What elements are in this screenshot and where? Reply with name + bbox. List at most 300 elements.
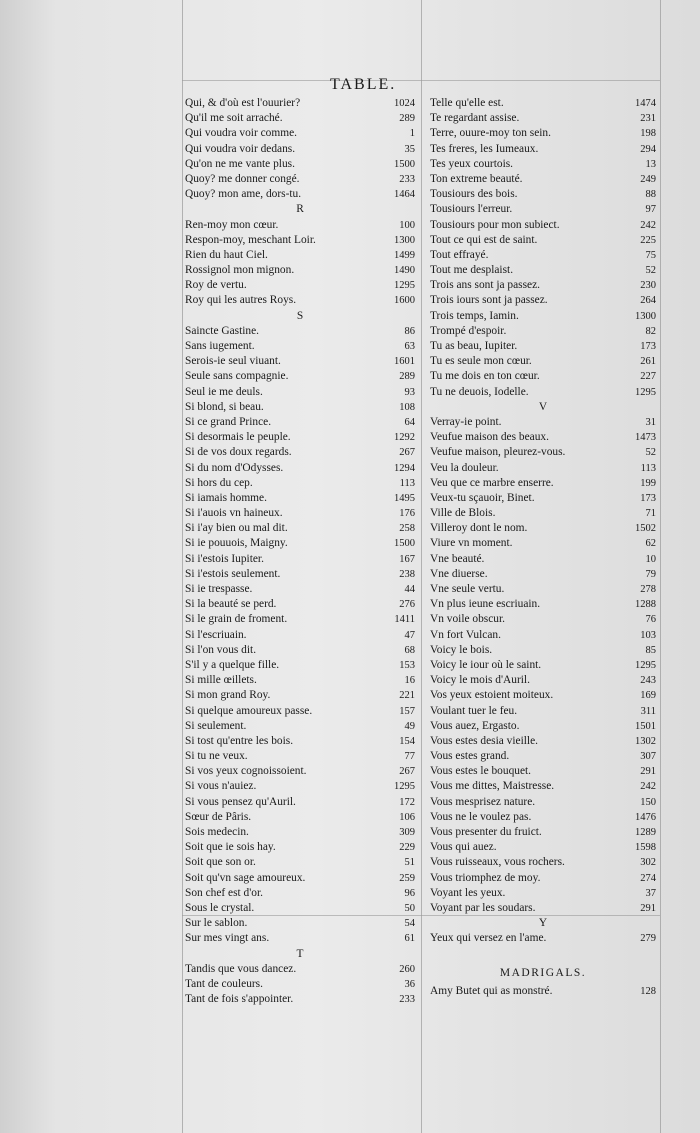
index-entry [430, 369, 656, 384]
entry-incipit: Villeroy dont le nom. [430, 522, 528, 535]
entry-incipit: Tousiours des bois. [430, 188, 518, 201]
index-entry [185, 278, 415, 293]
section-letter: R [296, 203, 304, 216]
index-entry [430, 886, 656, 901]
section-letter: V [538, 400, 548, 413]
entry-incipit: Veufue maison, pleurez-vous. [430, 446, 566, 459]
entry-page-number: 64 [404, 416, 415, 428]
entry-page-number: 10 [645, 553, 656, 565]
index-entry [185, 719, 415, 734]
index-entry [185, 810, 415, 825]
entry-incipit: Ville de Blois. [430, 507, 496, 520]
index-entry [430, 218, 656, 233]
entry-incipit: Vous ne le voulez pas. [430, 810, 532, 823]
index-entry [185, 172, 415, 187]
index-entry [430, 552, 656, 567]
entry-incipit: Si seulement. [185, 719, 247, 732]
entry-incipit: Si iamais homme. [185, 491, 267, 504]
entry-page-number: 278 [640, 584, 656, 595]
index-entry [185, 886, 415, 901]
entry-incipit: Vous me dittes, Maistresse. [430, 780, 555, 793]
index-entry [430, 779, 656, 794]
entry-page-number: 1500 [394, 158, 415, 170]
entry-incipit: Si mille œillets. [185, 674, 257, 687]
index-entry [430, 612, 656, 627]
index-entry [430, 764, 656, 779]
entry-page-number: 172 [399, 796, 415, 808]
entry-page-number: 49 [404, 720, 415, 732]
entry-page-number: 100 [399, 219, 415, 231]
entry-page-number: 199 [640, 477, 656, 489]
entry-page-number: 31 [645, 416, 656, 428]
entry-page-number: 198 [640, 128, 656, 140]
entry-page-number: 238 [399, 568, 415, 580]
index-entry [430, 688, 656, 703]
index-entry [430, 339, 656, 354]
entry-incipit: Trois ans sont ja passez. [430, 279, 541, 292]
entry-incipit: Si tost qu'entre les bois. [185, 734, 294, 747]
entry-page-number: 311 [640, 705, 656, 717]
index-entry [430, 461, 656, 476]
entry-page-number: 113 [399, 477, 415, 489]
entry-page-number: 221 [399, 690, 415, 702]
entry-page-number: 52 [645, 265, 656, 277]
entry-page-number: 231 [640, 113, 656, 125]
entry-page-number: 1500 [394, 538, 415, 550]
entry-incipit: Tant de couleurs. [185, 977, 263, 990]
entry-page-number: 225 [640, 234, 656, 246]
entry-incipit: Seule sans compagnie. [185, 370, 289, 383]
index-entry [185, 567, 415, 582]
index-entry [185, 779, 415, 794]
entry-page-number: 68 [404, 644, 415, 656]
entry-incipit: Trois temps, Iamin. [430, 309, 519, 322]
entry-incipit: Tout me desplaist. [430, 264, 514, 277]
entry-page-number: 1499 [394, 249, 415, 261]
entry-incipit: Si ce grand Prince. [185, 415, 272, 428]
entry-page-number: 1295 [635, 659, 656, 671]
index-entry [185, 233, 415, 248]
entry-incipit: Vous estes desia vieille. [430, 734, 538, 747]
entry-page-number: 153 [399, 659, 415, 671]
index-entry [430, 704, 656, 719]
entry-page-number: 1294 [394, 462, 415, 474]
section-letter: S [296, 309, 304, 322]
entry-incipit: Vous presenter du fruict. [430, 826, 542, 838]
entry-incipit: Si du nom d'Odysses. [185, 461, 284, 474]
entry-incipit: Vous estes grand. [430, 750, 510, 763]
index-entry [185, 248, 415, 263]
entry-incipit: Si blond, si beau. [185, 400, 264, 413]
index-entry [430, 840, 656, 855]
entry-incipit: Si de vos doux regards. [185, 446, 292, 459]
entry-incipit: Telle qu'elle est. [430, 97, 504, 109]
index-entry [185, 977, 415, 992]
margin-rule-left [182, 0, 183, 1133]
entry-page-number: 229 [399, 842, 415, 854]
entry-page-number: 1302 [635, 735, 656, 747]
entry-incipit: Voyant les yeux. [430, 886, 506, 899]
index-entry [185, 461, 415, 476]
entry-incipit: Vous auez, Ergasto. [430, 719, 520, 732]
entry-incipit: Serois-ie seul viuant. [185, 355, 281, 368]
entry-page-number: 1502 [635, 523, 656, 535]
entry-incipit: Soit que son or. [185, 856, 256, 869]
entry-incipit: Soit que ie sois hay. [185, 841, 276, 854]
entry-incipit: Ren-moy mon cœur. [185, 218, 279, 231]
entry-page-number: 242 [640, 219, 656, 231]
index-entry [185, 931, 415, 946]
entry-page-number: 16 [404, 675, 415, 687]
entry-incipit: Veu la douleur. [430, 461, 499, 474]
entry-incipit: Vos yeux estoient moiteux. [430, 689, 554, 702]
index-entry [185, 430, 415, 445]
entry-incipit: Vne beauté. [430, 552, 485, 565]
entry-incipit: Verray-ie point. [430, 415, 502, 428]
entry-page-number: 1295 [635, 386, 656, 398]
entry-incipit: Tant de fois s'appointer. [185, 993, 294, 1006]
entry-incipit: Sans iugement. [185, 340, 255, 352]
section-letter: Y [538, 917, 548, 930]
entry-incipit: Qu'il me soit arraché. [185, 112, 283, 125]
index-entry [185, 415, 415, 430]
entry-page-number: 1476 [635, 811, 656, 823]
entry-incipit: Quoy? me donner congé. [185, 172, 300, 185]
entry-page-number: 291 [640, 766, 656, 778]
index-entry [430, 658, 656, 673]
entry-page-number: 307 [640, 751, 656, 763]
entry-incipit: Qui voudra voir dedans. [185, 142, 296, 155]
entry-page-number: 37 [645, 887, 656, 899]
entry-incipit: Vn fort Vulcan. [430, 628, 501, 641]
entry-page-number: 242 [640, 781, 656, 793]
entry-page-number: 1411 [394, 614, 415, 626]
index-entry [185, 855, 415, 870]
index-entry [185, 916, 415, 931]
entry-page-number: 35 [404, 143, 415, 155]
index-entry [185, 597, 415, 612]
index-entry [185, 142, 415, 157]
entry-page-number: 51 [404, 857, 415, 869]
entry-page-number: 267 [399, 766, 415, 778]
index-entry [185, 536, 415, 551]
entry-incipit: Roy de vertu. [185, 279, 247, 292]
index-entry [185, 871, 415, 886]
index-entry [185, 157, 415, 172]
entry-page-number: 82 [645, 325, 656, 337]
index-entry [430, 597, 656, 612]
entry-page-number: 1024 [394, 98, 415, 109]
entry-incipit: Tout effrayé. [430, 248, 489, 261]
entry-page-number: 128 [640, 985, 656, 997]
section-letter: T [296, 947, 304, 960]
entry-incipit: Tousiours pour mon subiect. [430, 218, 560, 231]
entry-incipit: Si ie trespasse. [185, 583, 253, 595]
entry-incipit: Vne seule vertu. [430, 583, 505, 595]
index-entry [185, 506, 415, 521]
entry-incipit: Vous ruisseaux, vous rochers. [430, 856, 565, 869]
index-entry [430, 126, 656, 141]
entry-incipit: Tes freres, les Iumeaux. [430, 142, 539, 155]
entry-page-number: 75 [645, 249, 656, 261]
index-entry [185, 385, 415, 400]
entry-incipit: Si quelque amoureux passe. [185, 704, 313, 717]
index-entry [185, 491, 415, 506]
index-entry [185, 734, 415, 749]
index-entry [430, 385, 656, 400]
index-entry [185, 293, 415, 308]
entry-page-number: 1490 [394, 265, 415, 277]
entry-incipit: Voicy le mois d'Auril. [430, 674, 530, 687]
margin-rule-right [660, 0, 661, 1133]
entry-page-number: 54 [404, 918, 415, 930]
index-entry [430, 415, 656, 430]
entry-page-number: 289 [399, 113, 415, 125]
entry-page-number: 169 [640, 690, 656, 702]
entry-incipit: Si ie pouuois, Maigny. [185, 537, 288, 550]
entry-incipit: Voyant par les soudars. [430, 901, 536, 914]
madrigals-heading: MADRIGALS. [499, 966, 587, 979]
entry-page-number: 47 [404, 629, 415, 641]
entry-page-number: 1292 [394, 432, 415, 444]
index-entry [185, 688, 415, 703]
index-entry [430, 984, 656, 999]
entry-incipit: Sur mes vingt ans. [185, 932, 270, 945]
entry-incipit: Tu me dois en ton cœur. [430, 370, 540, 383]
index-entry [185, 901, 415, 916]
index-entry [185, 218, 415, 233]
entry-page-number: 233 [399, 994, 415, 1006]
index-entry [430, 111, 656, 126]
index-entry [430, 172, 656, 187]
entry-incipit: Vne diuerse. [430, 567, 488, 580]
entry-incipit: Tes yeux courtois. [430, 157, 514, 170]
entry-incipit: Rossignol mon mignon. [185, 264, 295, 277]
index-entry [430, 628, 656, 643]
entry-incipit: Viure vn moment. [430, 537, 513, 550]
index-entry [430, 278, 656, 293]
index-entry [185, 339, 415, 354]
index-entry [185, 658, 415, 673]
entry-incipit: Tu es seule mon cœur. [430, 355, 532, 368]
entry-page-number: 1288 [635, 599, 656, 611]
entry-incipit: Tout ce qui est de saint. [430, 233, 538, 246]
index-column-right [430, 96, 656, 999]
entry-page-number: 259 [399, 872, 415, 884]
entry-page-number: 77 [404, 751, 415, 763]
entry-incipit: Voicy le bois. [430, 643, 493, 656]
margin-rule-center [421, 0, 422, 1133]
entry-incipit: Seul ie me deuls. [185, 385, 263, 398]
index-entry [430, 506, 656, 521]
index-entry [430, 795, 656, 810]
entry-page-number: 50 [404, 902, 415, 914]
index-entry [430, 673, 656, 688]
entry-incipit: Qui voudra voir comme. [185, 127, 297, 140]
index-entry [430, 582, 656, 597]
entry-incipit: Voicy le iour où le saint. [430, 658, 542, 671]
index-entry [185, 400, 415, 415]
entry-page-number: 44 [404, 584, 415, 595]
index-entry [430, 749, 656, 764]
index-entry [430, 536, 656, 551]
entry-incipit: S'il y a quelque fille. [185, 658, 280, 671]
section-spacer [430, 947, 656, 958]
index-entry [185, 673, 415, 688]
entry-incipit: Si vous pensez qu'Auril. [185, 795, 296, 808]
entry-page-number: 1289 [635, 827, 656, 838]
index-entry [430, 248, 656, 263]
entry-incipit: Respon-moy, meschant Loir. [185, 233, 316, 246]
index-entry [430, 871, 656, 886]
entry-incipit: Veux-tu sçauoir, Binet. [430, 491, 535, 504]
entry-page-number: 103 [640, 629, 656, 641]
entry-incipit: Si l'on vous dit. [185, 643, 257, 656]
entry-page-number: 309 [399, 827, 415, 838]
entry-page-number: 249 [640, 173, 656, 185]
entry-page-number: 76 [645, 614, 656, 626]
entry-page-number: 1474 [635, 98, 656, 109]
entry-page-number: 1 [409, 128, 415, 140]
entry-page-number: 264 [640, 295, 656, 307]
entry-incipit: Ton extreme beauté. [430, 172, 523, 185]
index-entry [185, 643, 415, 658]
entry-incipit: Tu as beau, Iupiter. [430, 340, 518, 352]
entry-page-number: 1598 [635, 842, 656, 854]
entry-page-number: 93 [404, 386, 415, 398]
entry-incipit: Si i'estois Iupiter. [185, 552, 264, 565]
entry-incipit: Si i'estois seulement. [185, 567, 281, 580]
index-entry [185, 552, 415, 567]
index-entry [430, 521, 656, 536]
entry-page-number: 1601 [394, 356, 415, 368]
entry-page-number: 167 [399, 553, 415, 565]
index-entry [185, 628, 415, 643]
entry-incipit: Si i'ay bien ou mal dit. [185, 522, 288, 535]
entry-page-number: 154 [399, 735, 415, 747]
entry-incipit: Si l'escriuain. [185, 628, 247, 641]
entry-page-number: 52 [645, 447, 656, 459]
entry-page-number: 176 [399, 508, 415, 520]
entry-page-number: 1295 [394, 280, 415, 292]
entry-page-number: 258 [399, 523, 415, 535]
index-entry [185, 354, 415, 369]
index-entry [430, 293, 656, 308]
index-entry [430, 309, 656, 324]
index-entry [430, 901, 656, 916]
index-entry [430, 810, 656, 825]
entry-page-number: 1300 [635, 310, 656, 322]
index-entry [185, 521, 415, 536]
entry-incipit: Trompé d'espoir. [430, 324, 507, 337]
entry-page-number: 274 [640, 872, 656, 884]
entry-page-number: 302 [640, 857, 656, 869]
index-entry [430, 643, 656, 658]
entry-page-number: 1473 [635, 432, 656, 444]
index-entry [430, 96, 656, 111]
entry-incipit: Son chef est d'or. [185, 886, 263, 899]
entry-page-number: 291 [640, 902, 656, 914]
index-entry [430, 445, 656, 460]
entry-incipit: Rien du haut Ciel. [185, 248, 268, 261]
entry-incipit: Si tu ne veux. [185, 750, 248, 763]
entry-incipit: Sous le crystal. [185, 901, 255, 914]
entry-incipit: Si vous n'auiez. [185, 780, 257, 793]
entry-page-number: 1295 [394, 781, 415, 793]
index-entry [430, 263, 656, 278]
entry-incipit: Si i'auois vn haineux. [185, 507, 283, 520]
index-entry [185, 704, 415, 719]
entry-page-number: 243 [640, 675, 656, 687]
entry-incipit: Terre, ouure-moy ton sein. [430, 127, 551, 140]
index-entry [430, 931, 656, 946]
index-entry [430, 491, 656, 506]
index-column-left [185, 96, 415, 1007]
entry-incipit: Roy qui les autres Roys. [185, 294, 297, 307]
entry-page-number: 260 [399, 963, 415, 975]
entry-incipit: Sur le sablon. [185, 917, 248, 930]
index-entry [430, 142, 656, 157]
entry-page-number: 267 [399, 447, 415, 459]
entry-incipit: Si vos yeux cognoissoient. [185, 765, 307, 778]
entry-incipit: Quoy? mon ame, dors-tu. [185, 188, 302, 201]
entry-incipit: Saincte Gastine. [185, 324, 260, 337]
index-entry [430, 855, 656, 870]
entry-page-number: 227 [640, 371, 656, 383]
entry-page-number: 173 [640, 492, 656, 504]
entry-incipit: Si hors du cep. [185, 476, 253, 489]
entry-page-number: 1501 [635, 720, 656, 732]
entry-page-number: 61 [404, 933, 415, 945]
entry-page-number: 106 [399, 811, 415, 823]
entry-incipit: Si la beauté se perd. [185, 598, 277, 611]
index-entry [430, 567, 656, 582]
entry-page-number: 36 [404, 978, 415, 990]
entry-incipit: Vous estes le bouquet. [430, 765, 532, 778]
index-entry [185, 795, 415, 810]
entry-page-number: 96 [404, 887, 415, 899]
entry-incipit: Amy Butet qui as monstré. [430, 984, 553, 997]
entry-incipit: Vous triomphez de moy. [430, 871, 541, 884]
page-title: TABLE. [330, 76, 397, 93]
entry-incipit: Tu ne deuois, Iodelle. [430, 385, 529, 398]
index-entry [185, 992, 415, 1007]
entry-page-number: 279 [640, 933, 656, 945]
index-entry [185, 962, 415, 977]
entry-page-number: 261 [640, 356, 656, 368]
index-entry [185, 263, 415, 278]
index-entry [430, 354, 656, 369]
entry-page-number: 113 [640, 462, 656, 474]
entry-page-number: 62 [645, 538, 656, 550]
index-entry [430, 157, 656, 172]
entry-incipit: Veu que ce marbre enserre. [430, 476, 554, 489]
entry-incipit: Si desormais le peuple. [185, 431, 291, 444]
index-entry [430, 476, 656, 491]
index-entry [185, 612, 415, 627]
entry-incipit: Vn plus ieune escriuain. [430, 598, 541, 611]
index-entry [185, 825, 415, 840]
entry-page-number: 1300 [394, 234, 415, 246]
entry-incipit: Yeux qui versez en l'ame. [430, 932, 547, 945]
entry-page-number: 97 [645, 204, 656, 216]
entry-page-number: 230 [640, 280, 656, 292]
entry-page-number: 85 [645, 644, 656, 656]
index-entry [185, 111, 415, 126]
entry-incipit: Vous qui auez. [430, 841, 497, 854]
entry-page-number: 150 [640, 796, 656, 808]
entry-incipit: Trois iours sont ja passez. [430, 294, 548, 307]
